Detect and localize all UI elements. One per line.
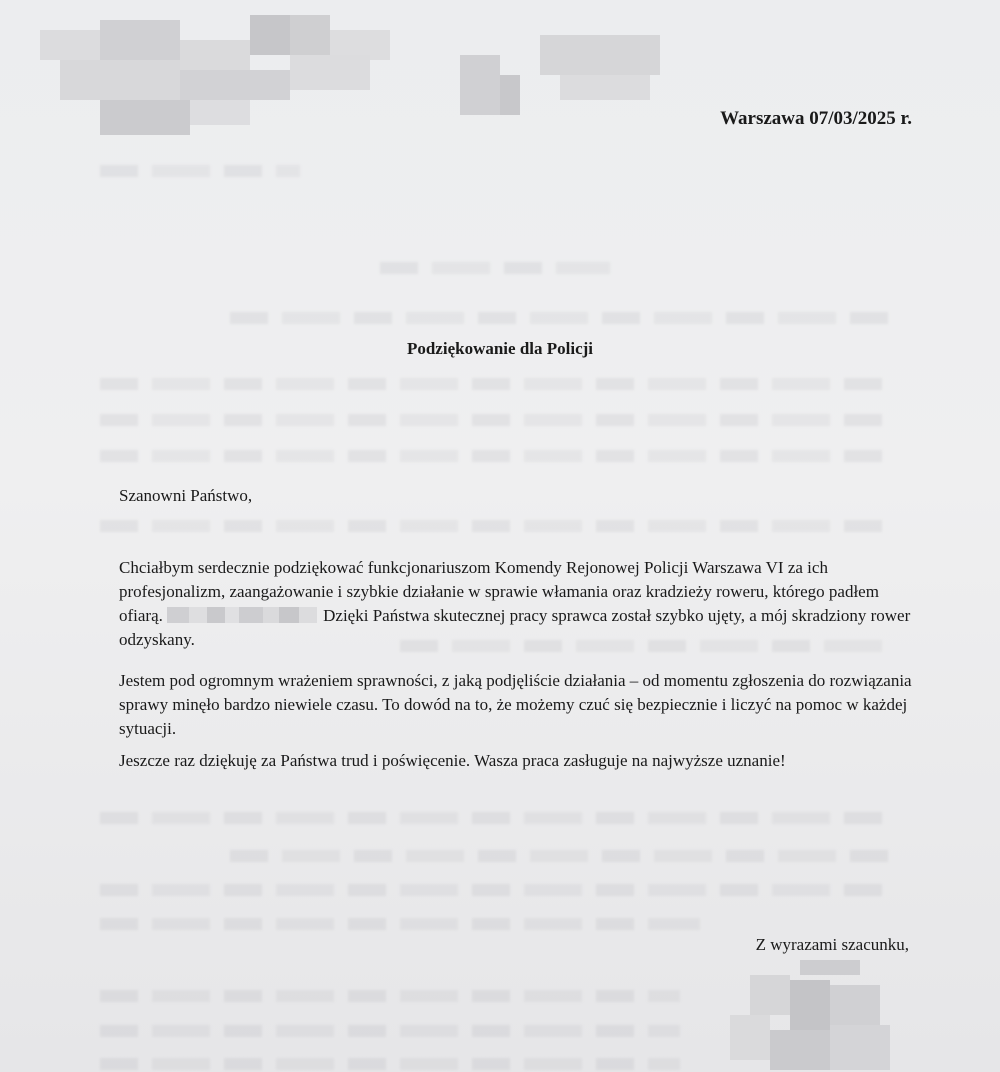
bleed-through-line (230, 312, 890, 324)
bleed-through-line (100, 918, 700, 930)
letter-greeting: Szanowni Państwo, (119, 486, 253, 505)
paragraph-1-text-b: Dzięki Państwa skutecznej pracy sprawca został szybko ujęty, a mój skradziony rower odzyskany. (119, 606, 911, 649)
bleed-through-line (100, 990, 680, 1002)
letter-paragraph-2: Jestem pod ogromnym wrażeniem sprawności, z jaką podjęliście działania – od momentu zgłoszenia do rozwiązania sprawy minęło bardzo niewiele czasu. To dowód na to, że możemy czuć się bezpiecznie i liczyć na pomoc w każdej sytuacji. (119, 671, 912, 738)
paragraph-1-text-a: Chciałbym serdecznie podziękować funkcjonariuszom Komendy Rejonowej Policji Warszawa VI za ich profesjonalizm, zaangażowanie i szybkie działanie w sprawie włamania oraz kradzieży roweru, którego padłem ofiarą. (119, 558, 879, 625)
letter-paragraph-3: Jeszcze raz dziękuję za Państwa trud i poświęcenie. Wasza praca zasługuje na najwyższe uznanie! (119, 751, 786, 770)
letter-date: Warszawa 07/03/2025 r. (720, 108, 912, 129)
bleed-through-line (100, 165, 300, 177)
bleed-through-line (100, 520, 890, 532)
bleed-through-line (100, 378, 890, 390)
letter-title: Podziękowanie dla Policji (406, 339, 594, 358)
bleed-through-line (380, 262, 610, 274)
bleed-through-line (100, 1058, 680, 1070)
redacted-date (167, 607, 317, 623)
bleed-through-line (230, 850, 890, 862)
bleed-through-line (100, 450, 890, 462)
bleed-through-line (100, 414, 890, 426)
redacted-signature (710, 960, 910, 1072)
letter-closing: Z wyrazami szacunku, (755, 935, 909, 954)
bleed-through-line (100, 884, 890, 896)
bleed-through-line (100, 812, 890, 824)
bleed-through-line (100, 1025, 680, 1037)
letter-paragraph-1 (119, 556, 919, 652)
